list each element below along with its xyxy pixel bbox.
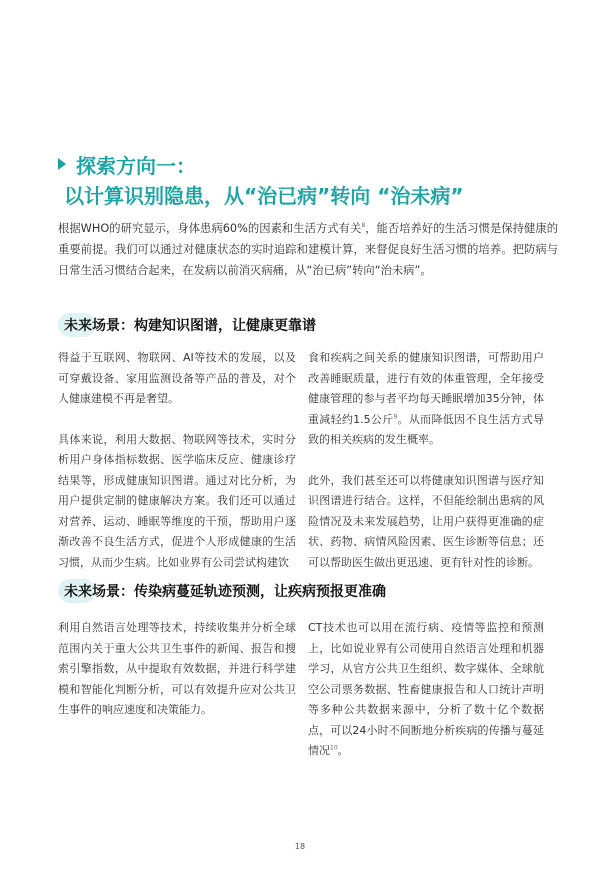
page-number: 18 [294,842,306,851]
section1-left-p1: 得益于互联网、物联网、AI等技术的发展，以及可穿戴设备、家用监测设备等产品的普及，对个人健康建模不再是奢望。 [58,351,296,405]
section1-left-p2: 具体来说，利用大数据、物联网等技术，实时分析用户身体指标数据、医学临床反应、健康诊疗结果等，形成健康知识图谱。通过对比分析，为用户提供定制的健康解决方案。我们还可以通过对营养、运动、睡眠等维度的干预，帮助用户逐渐改善不良生活方式，促进个人形成健康的生活习惯，从而少生病。比如业界有公司尝试构建饮 [58,432,296,569]
intro-paragraph: 根据WHO的研究显示，身体患病60%的因素和生活方式有关$^8$，能否培养好的生活习惯是保持健康的重要前提。我们可以通过对健康状态的实时追踪和建模计算，来督促良好生活习惯的培养。把防病与日常生活习惯结合起来，在发病以前消灭病痛，从“治已病”转向“治未病”。 [58,222,558,277]
section2-right-p1: CT技术也可以用在流行病、疫情等监控和预测上，比如说业界有公司使用自然语言处理和机器学习，从官方公共卫生组织、数字媒体、全球航空公司票务数据、牲畜健康报告和人口统计声明等多种公共数据来源中，分析了数十亿个数据点，可以24小时不间断地分析疾病的传播与蔓延情况$^{10}$。 [308,621,544,757]
footnote-ref: 8 [361,222,366,230]
section1-left-column [58,348,296,573]
footnote-ref: 10 [330,744,338,752]
section1-title: 未来场景：构建知识图谱，让健康更靠谱 [58,313,316,337]
footnote-ref: 9 [393,412,398,420]
section2-left-column [58,618,296,721]
section2-left-p1: 利用自然语言处理等技术，持续收集并分析全球范围内关于重大公共卫生事件的新闻、报告和搜索引擎指数，从中提取有效数据，并进行科学建模和智能化判断分析，可以有效提升应对公共卫生事件的响应速度和决策能力。 [58,621,296,716]
section2-right-column [308,618,544,762]
section2-title: 未来场景：传染病蔓延轨迹预测，让疾病预报更准确 [58,579,386,603]
heading-line1: 探索方向一： [76,154,196,178]
heading-line2: 以计算识别隐患，从“治已病”转向 “治未病” [64,184,464,208]
section1-right-p1: 食和疾病之间关系的健康知识图谱，可帮助用户改善睡眠质量，进行有效的体重管理，全年接受健康管理的参与者平均每天睡眠增加35分钟，体重减轻约1.5公斤$^9$。从而降低因不良生活方式导致的相关疾病的发生概率。 [308,351,544,446]
section1-right-column [308,348,544,573]
section1-right-p2: 此外，我们甚至还可以将健康知识图谱与医疗知识图谱进行结合。这样，不但能绘制出患病的风险情况及未来发展趋势，让用户获得更准确的症状、药物、病情风险因素、医生诊断等信息；还可以帮助医生做出更迅速、更有针对性的诊断。 [308,473,544,569]
triangle-bullet-icon [58,158,66,170]
